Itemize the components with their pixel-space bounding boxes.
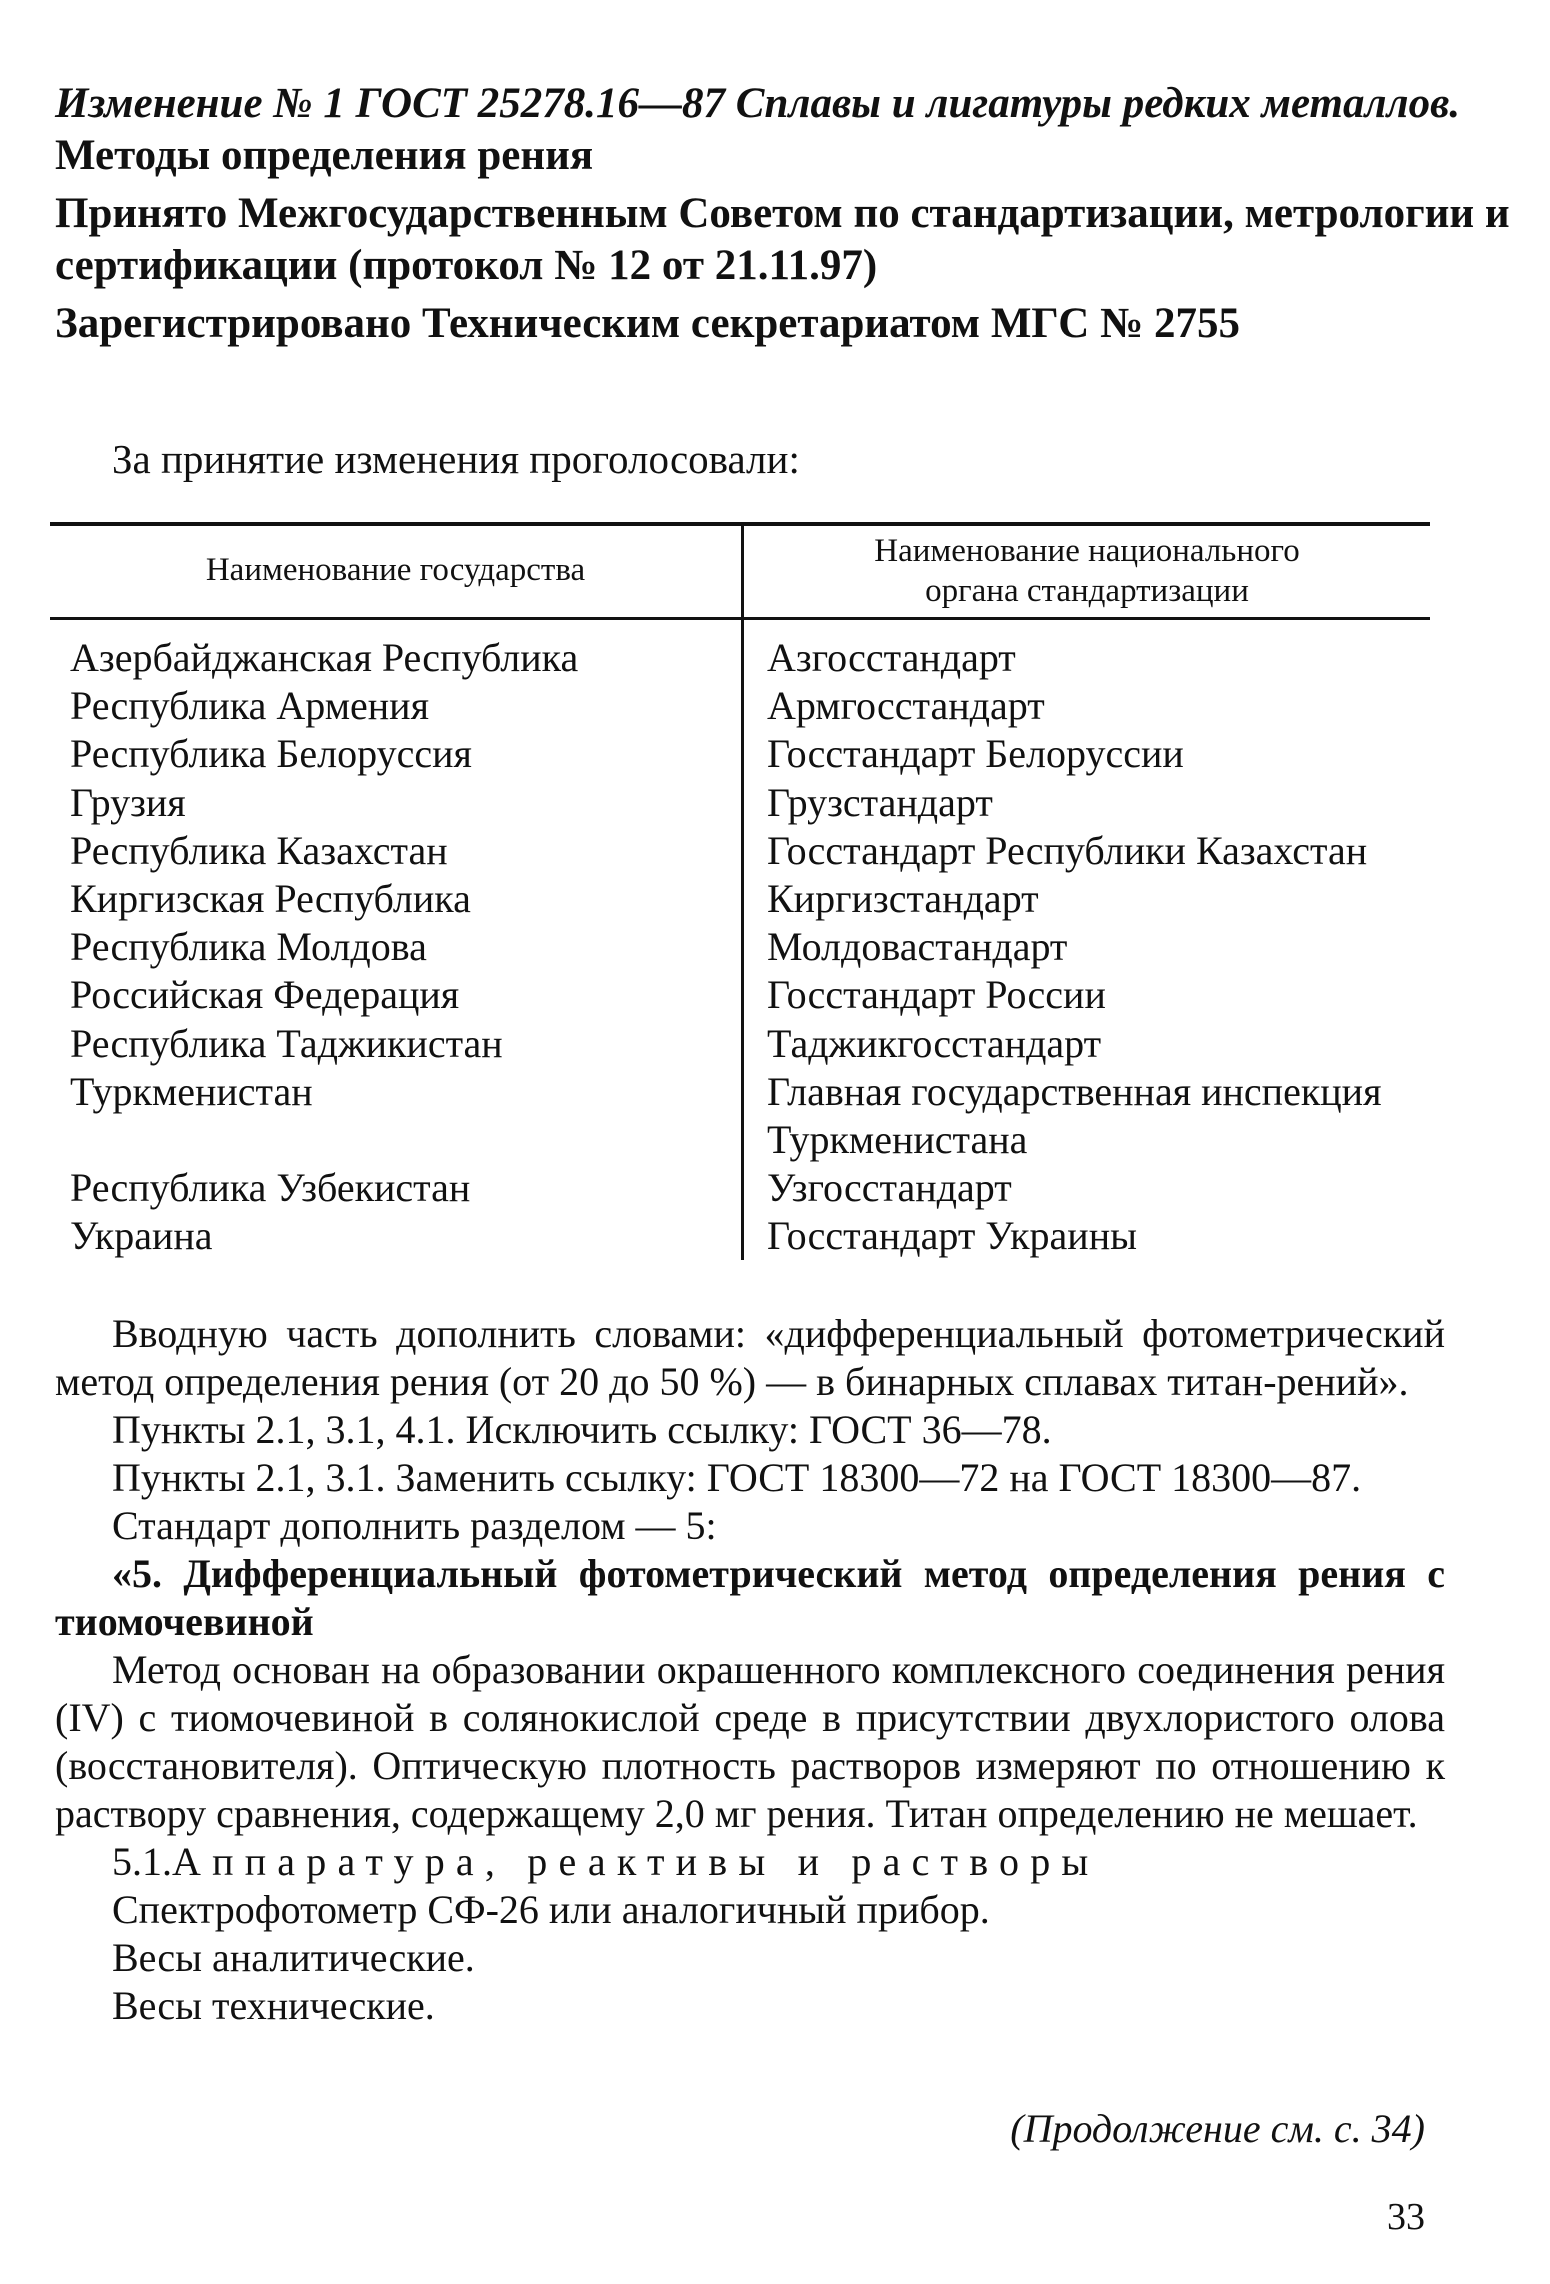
amendment-title: Изменение № 1 ГОСТ 25278.16—87 Сплавы и лигатуры редких металлов. xyxy=(55,80,1461,127)
state-cell: Украина xyxy=(70,1213,213,1259)
amendment-subtitle: Методы определения рения xyxy=(55,132,594,179)
equipment-item: Спектрофотометр СФ-26 или аналогичный прибор. xyxy=(112,1887,990,1932)
body-cell: Узгосстандарт xyxy=(767,1165,1012,1211)
state-cell: Российская Федерация xyxy=(70,972,460,1018)
paragraph-exclude-ref: Пункты 2.1, 3.1, 4.1. Исключить ссылку: ГОСТ 36—78. xyxy=(112,1407,1052,1452)
registered-line: Зарегистрировано Техническим секретариатом МГС № 2755 xyxy=(55,300,1240,347)
body-cell: Госстандарт России xyxy=(767,972,1106,1018)
body-cell: Таджикгосстандарт xyxy=(767,1020,1102,1066)
body-cell: Киргизстандарт xyxy=(767,875,1039,921)
body-cell: Туркменистана xyxy=(767,1116,1028,1162)
state-cell: Республика Узбекистан xyxy=(70,1165,471,1211)
header-state: Наименование государства xyxy=(205,552,586,588)
continuation-note: (Продолжение см. с. 34) xyxy=(1010,2106,1425,2151)
voting-table xyxy=(50,522,1430,1260)
adopted-line-2: сертификации (протокол № 12 от 21.11.97) xyxy=(55,242,878,289)
state-cell: Республика Армения xyxy=(70,683,429,729)
state-cell: Туркменистан xyxy=(70,1068,313,1114)
state-cell: Республика Таджикистан xyxy=(70,1020,503,1066)
equipment-item: Весы технические. xyxy=(112,1983,435,2028)
body-cell: Госстандарт Республики Казахстан xyxy=(767,827,1368,873)
body-cell: Армгосстандарт xyxy=(767,683,1045,729)
states-column xyxy=(70,634,578,1260)
paragraph-add-section: Стандарт дополнить разделом — 5: xyxy=(112,1503,717,1548)
table-column-divider xyxy=(741,522,744,1260)
header-standards-body: Наименование национального органа стандартизации xyxy=(874,533,1300,609)
table-header-rule xyxy=(50,617,1430,620)
equipment-item: Весы аналитические. xyxy=(112,1935,475,1980)
body-cell: Молдовастандарт xyxy=(767,924,1068,970)
state-cell: Киргизская Республика xyxy=(70,875,471,921)
state-cell: Республика Казахстан xyxy=(70,827,448,873)
table-top-rule xyxy=(50,522,1430,526)
paragraph-intro-addition: Вводную часть дополнить словами: «дифференциальный фотометрический метод определения рения (от 20 до 50 %) — в бинарных сплавах титан-рений». xyxy=(55,1311,1445,1404)
body-cell: Госстандарт Украины xyxy=(767,1213,1137,1259)
adopted-line-1: Принято Межгосударственным Советом по стандартизации, метрологии и xyxy=(55,190,1510,237)
header-block xyxy=(55,78,1461,182)
state-cell: Азербайджанская Республика xyxy=(70,635,579,680)
state-cell xyxy=(70,1116,578,1164)
body-cell: Грузстандарт xyxy=(767,779,993,825)
body-text xyxy=(55,1310,1445,2030)
body-cell: Госстандарт Белоруссии xyxy=(767,731,1184,777)
section-title: «5. Дифференциальный фотометрический метод определения рения с тиомочевиной xyxy=(55,1551,1445,1644)
state-cell: Республика Молдова xyxy=(70,924,427,970)
state-cell: Грузия xyxy=(70,779,186,825)
adopted-block xyxy=(55,188,1510,292)
page-number: 33 xyxy=(1387,2196,1425,2238)
state-cell: Республика Белоруссия xyxy=(70,731,472,777)
paragraph-method: Метод основан на образовании окрашенного комплексного соединения рения (IV) с тиомочевиной в солянокислой среде в присутствии двухлористого олова (восстановителя). Оптическую плотность растворов измеряют по отношению к раствору сравнения, содержащему 2,0 мг рения. Титан определению не мешает. xyxy=(55,1647,1445,1836)
bodies-column xyxy=(767,634,1381,1260)
vote-intro: За принятие изменения проголосовали: xyxy=(112,436,800,482)
body-cell: Главная государственная инспекция xyxy=(767,1068,1382,1114)
subsection-heading: 5.1.Аппаратура, реактивы и растворы xyxy=(112,1839,1100,1884)
body-cell: Азгосстандарт xyxy=(767,635,1016,680)
paragraph-replace-ref: Пункты 2.1, 3.1. Заменить ссылку: ГОСТ 18300—72 на ГОСТ 18300—87. xyxy=(112,1455,1362,1500)
